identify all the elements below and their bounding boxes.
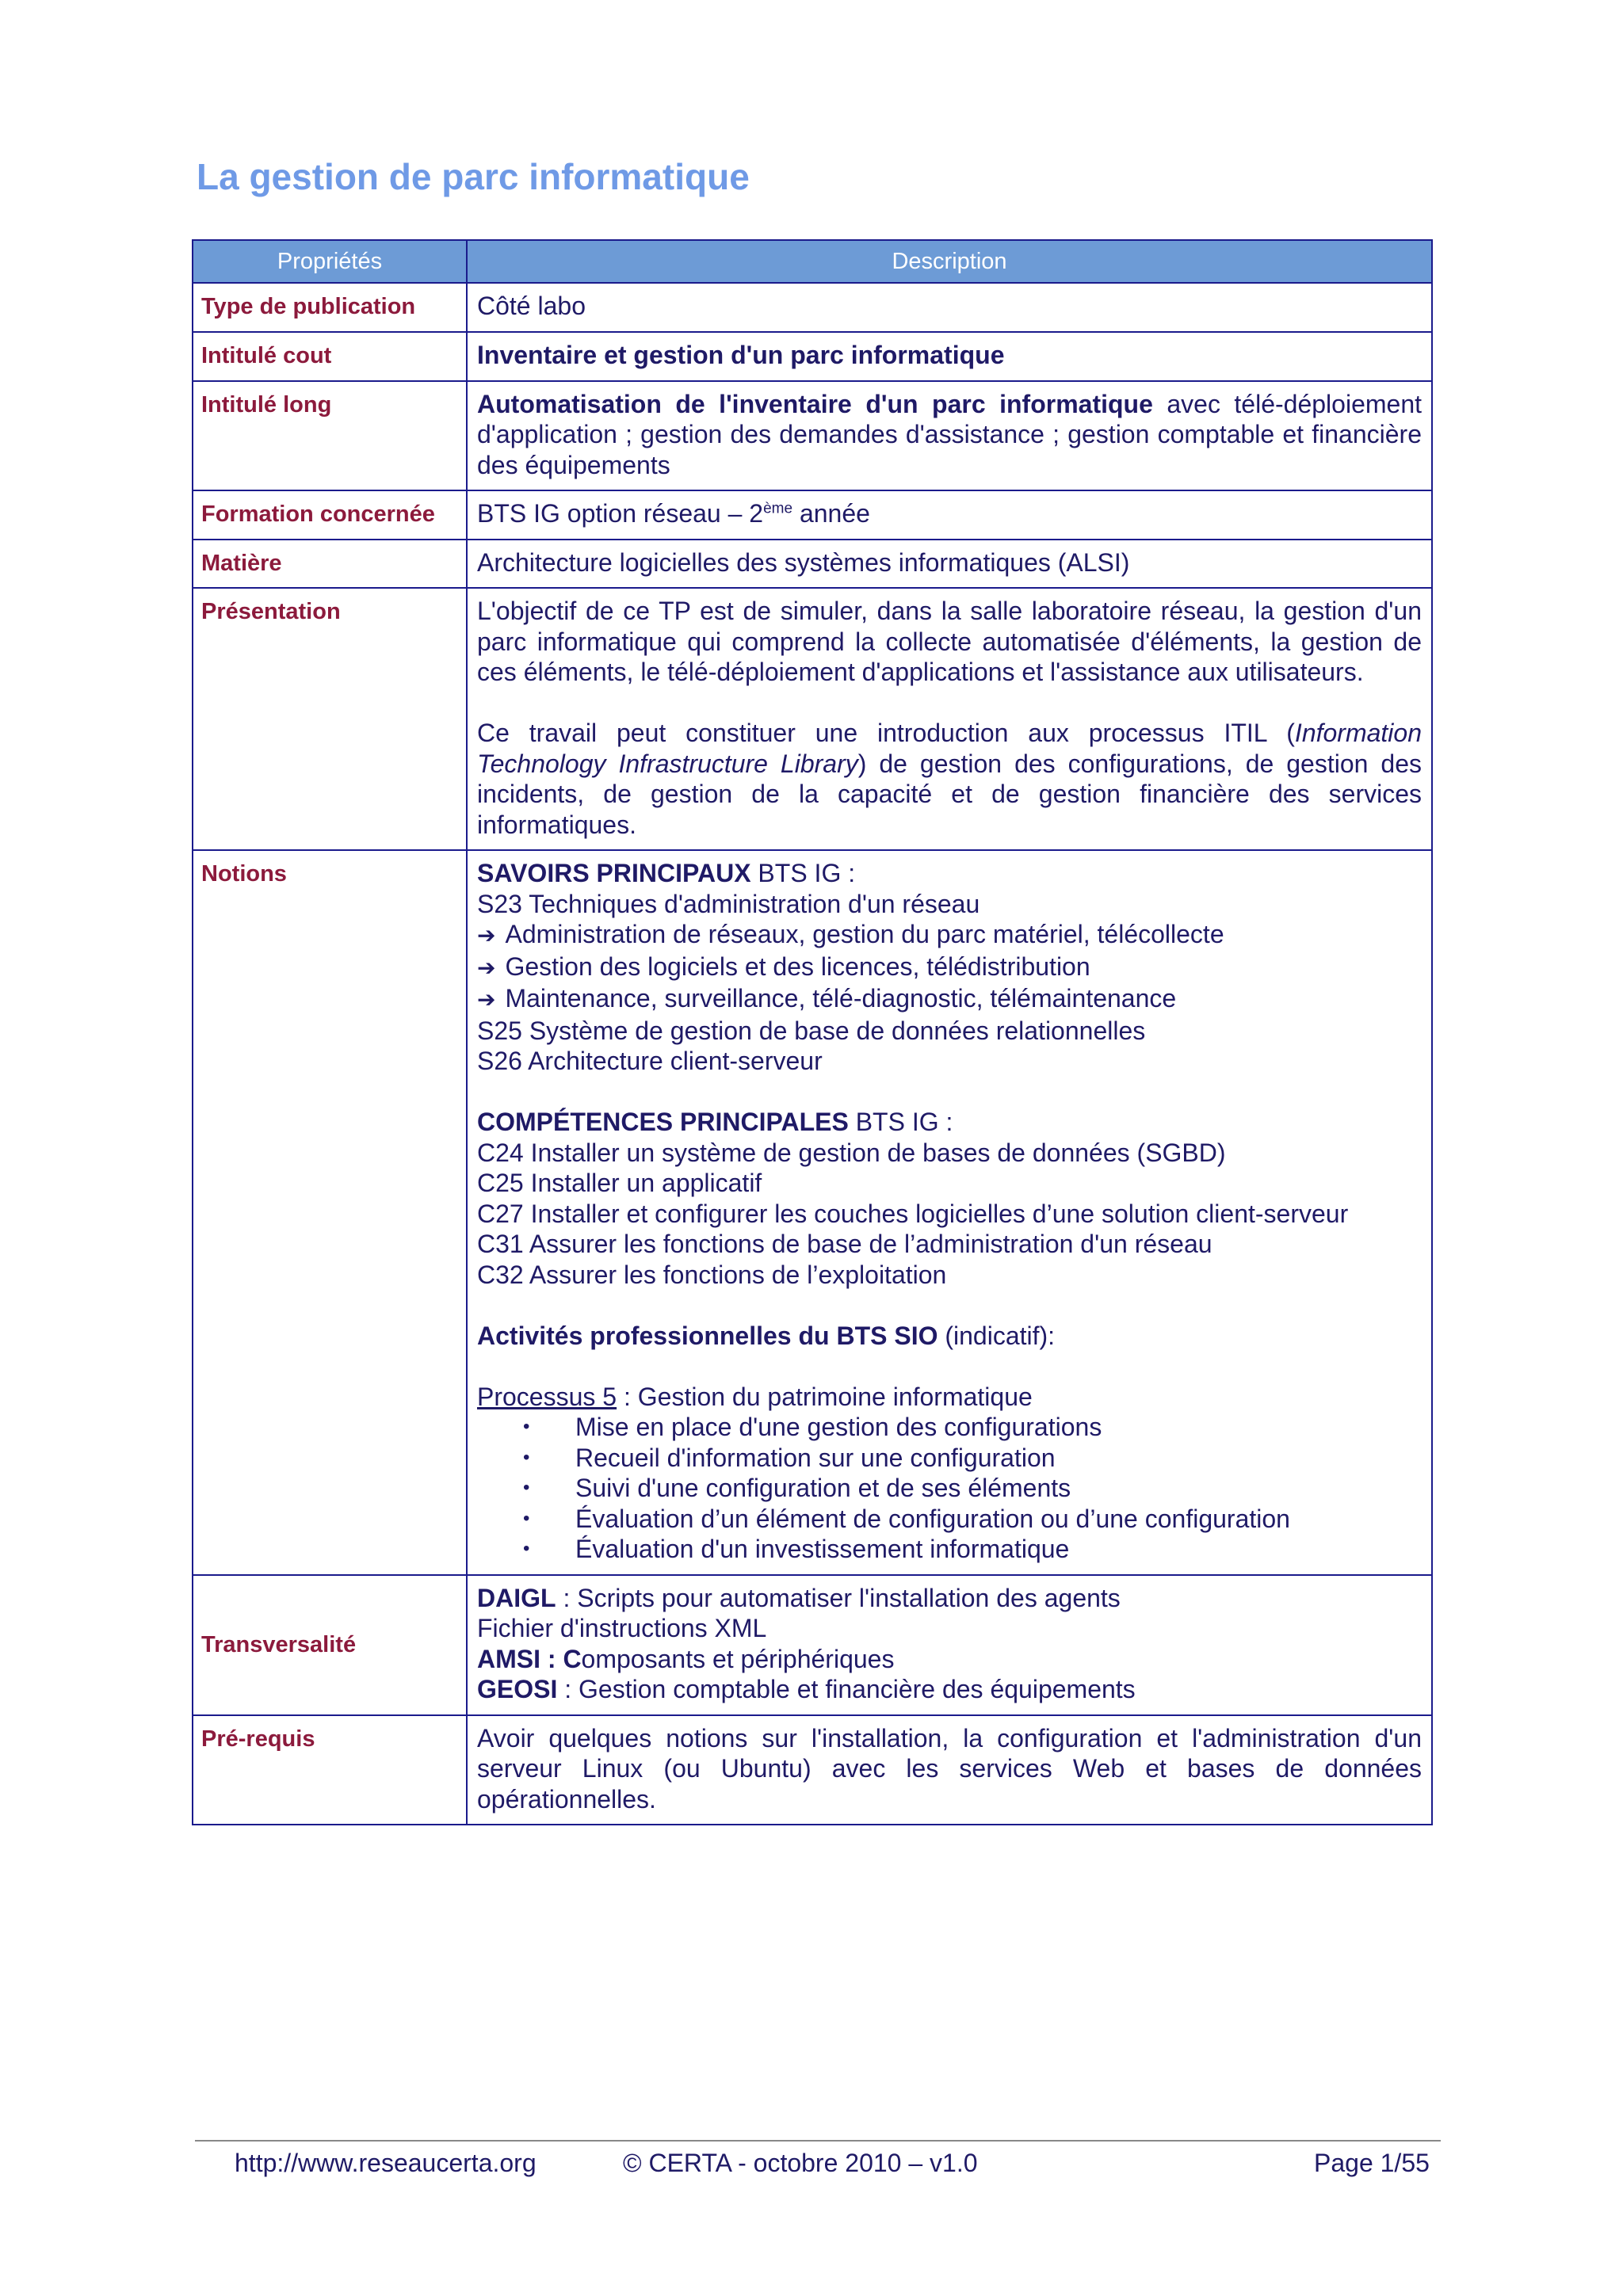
formation-suffix: année bbox=[792, 499, 870, 528]
row-intitule-long bbox=[193, 381, 1432, 491]
row-intitule-court bbox=[193, 332, 1432, 381]
processus-title: : Gestion du patrimoine informatique bbox=[617, 1382, 1033, 1411]
savoirs-title: SAVOIRS PRINCIPAUX bbox=[477, 859, 751, 887]
list-item: • Mise en place d'une gestion des configurations bbox=[477, 1412, 1422, 1443]
footer-url[interactable]: http://www.reseaucerta.org bbox=[235, 2149, 537, 2177]
transversalite-amsi bbox=[477, 1644, 1422, 1675]
daigl-label: DAIGL bbox=[477, 1583, 556, 1612]
savoirs-heading bbox=[477, 858, 1422, 889]
label-notions: Notions bbox=[193, 850, 467, 1575]
formation-sup: ème bbox=[763, 500, 793, 517]
footer-divider bbox=[195, 2140, 1441, 2142]
table-header-row bbox=[193, 240, 1432, 283]
competence-item: C27 Installer et configurer les couches logicielles d’une solution client-serveur bbox=[477, 1199, 1349, 1228]
list-item: • Évaluation d’un élément de configuration ou d’une configuration bbox=[477, 1504, 1422, 1535]
footer-copyright: © CERTA - octobre 2010 – v1.0 bbox=[623, 2149, 978, 2177]
processus-link: Processus 5 bbox=[477, 1382, 617, 1411]
transversalite-daigl bbox=[477, 1583, 1422, 1614]
competence-item: C32 Assurer les fonctions de l’exploitation bbox=[477, 1260, 947, 1289]
footer-page-number: Page 1/55 bbox=[1314, 2149, 1430, 2177]
competences-title: COMPÉTENCES PRINCIPALES bbox=[477, 1108, 849, 1136]
properties-table bbox=[192, 239, 1433, 1825]
presentation-p2-start: Ce travail peut constituer une introduction aux processus ITIL ( bbox=[477, 719, 1295, 747]
value-notions bbox=[467, 850, 1432, 1575]
amsi-text: omposants et périphériques bbox=[581, 1644, 895, 1673]
geosi-label: GEOSI bbox=[477, 1675, 558, 1703]
activites-heading bbox=[477, 1321, 1422, 1352]
geosi-text: : Gestion comptable et financière des équipements bbox=[557, 1675, 1136, 1703]
presentation-paragraph-1: L'objectif de ce TP est de simuler, dans la salle laboratoire réseau, la gestion d'un parc informatique qui comprend la collecte automatisée d'éléments, la gestion de ces éléments, le télé-déploiement d'applications et l'assistance aux utilisateurs. bbox=[477, 597, 1422, 686]
label-intitule-long: Intitulé long bbox=[193, 381, 467, 491]
value-formation bbox=[467, 490, 1432, 540]
value-intitule-long bbox=[467, 381, 1432, 491]
transversalite-fichier: Fichier d'instructions XML bbox=[477, 1614, 767, 1642]
label-presentation: Présentation bbox=[193, 588, 467, 850]
label-type-publication: Type de publication bbox=[193, 283, 467, 332]
presentation-paragraph-2 bbox=[477, 718, 1422, 840]
value-prerequis: Avoir quelques notions sur l'installation, la configuration et l'administration d'un serveur Linux (ou Ubuntu) avec les services Web et bases de données opérationnelles. bbox=[467, 1715, 1432, 1825]
competence-item: C31 Assurer les fonctions de base de l’administration d'un réseau bbox=[477, 1230, 1212, 1258]
arrow-item: ➔ Maintenance, surveillance, télé-diagnostic, télémaintenance bbox=[477, 983, 1422, 1016]
row-presentation bbox=[193, 588, 1432, 850]
amsi-label: AMSI : C bbox=[477, 1644, 582, 1673]
intitule-long-rest: avec télé-déploiement d'application ; gestion des demandes d'assistance ; gestion comptable et financière des équipements bbox=[477, 389, 1422, 479]
activites-title: Activités professionnelles du BTS SIO bbox=[477, 1321, 938, 1350]
label-intitule-court: Intitulé cout bbox=[193, 332, 467, 381]
row-notions bbox=[193, 850, 1432, 1575]
savoir-s23: S23 Techniques d'administration d'un réseau bbox=[477, 889, 980, 918]
value-matiere: Architecture logicielles des systèmes informatiques (ALSI) bbox=[467, 540, 1432, 589]
row-type-publication bbox=[193, 283, 1432, 332]
intitule-long-bold: Automatisation de l'inventaire d'un parc informatique bbox=[477, 389, 1153, 418]
savoir-s26: S26 Architecture client-serveur bbox=[477, 1047, 823, 1075]
page-title: La gestion de parc informatique bbox=[197, 156, 750, 197]
list-item: • Évaluation d'un investissement informatique bbox=[477, 1534, 1422, 1565]
daigl-text: : Scripts pour automatiser l'installation des agents bbox=[556, 1583, 1121, 1612]
arrow-item: ➔ Administration de réseaux, gestion du parc matériel, télécollecte bbox=[477, 919, 1422, 952]
processus-list bbox=[477, 1412, 1422, 1565]
header-properties: Propriétés bbox=[193, 240, 467, 283]
presentation-p2-italic: Information Technology Infrastructure Library bbox=[477, 719, 1422, 778]
competence-item: C24 Installer un système de gestion de bases de données (SGBD) bbox=[477, 1138, 1226, 1167]
savoirs-suffix: BTS IG : bbox=[750, 859, 856, 887]
savoir-s25: S25 Système de gestion de base de données relationnelles bbox=[477, 1016, 1146, 1045]
value-presentation bbox=[467, 588, 1432, 850]
label-transversalite: Transversalité bbox=[193, 1575, 467, 1715]
row-prerequis bbox=[193, 1715, 1432, 1825]
value-type-publication: Côté labo bbox=[467, 283, 1432, 332]
row-matiere bbox=[193, 540, 1432, 589]
value-intitule-court: Inventaire et gestion d'un parc informatique bbox=[467, 332, 1432, 381]
label-formation: Formation concernée bbox=[193, 490, 467, 540]
arrow-item: ➔ Gestion des logiciels et des licences, télédistribution bbox=[477, 952, 1422, 984]
row-formation bbox=[193, 490, 1432, 540]
activites-suffix: (indicatif): bbox=[938, 1321, 1056, 1350]
label-matiere: Matière bbox=[193, 540, 467, 589]
list-item: • Suivi d'une configuration et de ses éléments bbox=[477, 1473, 1422, 1504]
header-description: Description bbox=[467, 240, 1432, 283]
value-transversalite bbox=[467, 1575, 1432, 1715]
competence-item: C25 Installer un applicatif bbox=[477, 1169, 762, 1197]
list-item: • Recueil d'information sur une configuration bbox=[477, 1443, 1422, 1474]
row-transversalite bbox=[193, 1575, 1432, 1715]
label-prerequis: Pré-requis bbox=[193, 1715, 467, 1825]
presentation-p2-end: ) de gestion des configurations, de gestion des incidents, de gestion de la capacité et de gestion financière des services informatiques. bbox=[477, 749, 1423, 839]
competences-heading bbox=[477, 1107, 1422, 1138]
processus-line bbox=[477, 1382, 1422, 1413]
transversalite-geosi bbox=[477, 1674, 1422, 1705]
formation-text: BTS IG option réseau – 2 bbox=[477, 499, 764, 528]
competences-suffix: BTS IG : bbox=[848, 1108, 953, 1136]
